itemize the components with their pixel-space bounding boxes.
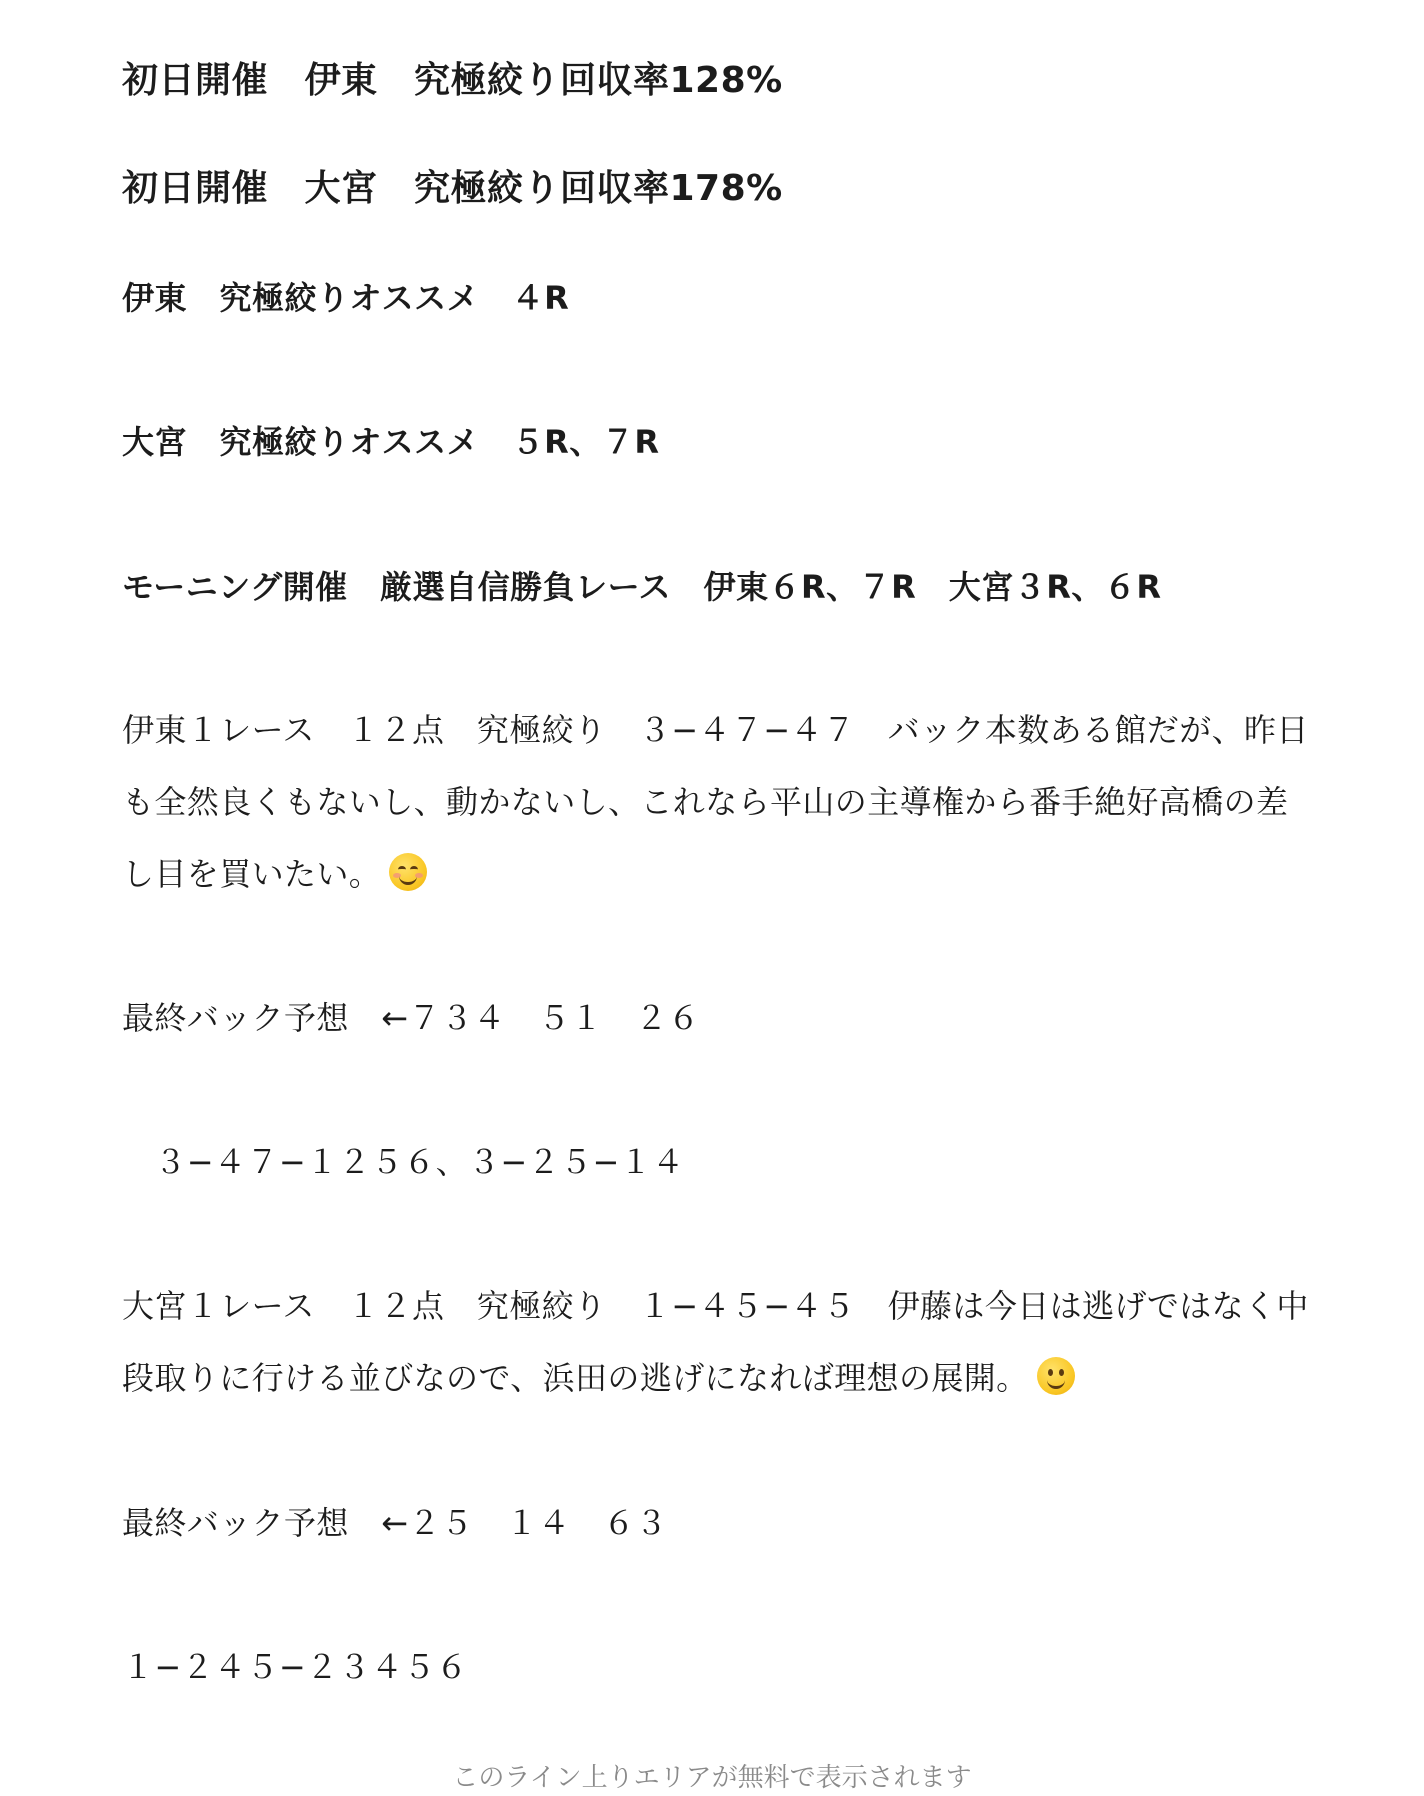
heading-ito-recovery: 初日開催 伊東 究極絞り回収率128%: [122, 60, 783, 101]
heading-omiya-recommend: 大宮 究極絞りオススメ ５R、７R: [122, 423, 660, 461]
heading-morning-races: モーニング開催 厳選自信勝負レース 伊東６R、７R 大宮３R、６R: [122, 568, 1162, 606]
race-ito-1-line2: も全然良くもないし、動かないし、これなら平山の主導権から番手絶好高橋の差: [122, 783, 1289, 821]
race-ito-1-line1: 伊東１レース １２点 究極絞り ３−４７−４７ バック本数ある館だが、昨日: [122, 711, 1309, 749]
race-ito-1-line3: [122, 838, 1309, 910]
race-omiya-1-line2: [122, 1342, 1309, 1414]
race-omiya-1: [122, 1270, 1309, 1414]
heading-omiya-recovery: 初日開催 大宮 究極絞り回収率178%: [122, 168, 783, 209]
heading-ito-recommend: 伊東 究極絞りオススメ ４R: [122, 279, 570, 317]
smiling-face-emoji-icon: [389, 853, 427, 891]
race-ito-1-forecast: 最終バック予想 ←７３４ ５１ ２６: [122, 999, 701, 1037]
slightly-smiling-face-emoji-icon: [1037, 1357, 1075, 1395]
free-area-notice: このライン上りエリアが無料で表示されます: [452, 1763, 972, 1793]
race-ito-1: [122, 694, 1309, 910]
race-ito-1-bets: ３−４７−１２５６、３−２５−１４: [122, 1143, 685, 1181]
race-omiya-1-line2-text: 段取りに行ける並びなので、浜田の逃げになれば理想の展開。: [122, 1359, 1029, 1397]
race-omiya-1-forecast: 最終バック予想 ←２５ １４ ６３: [122, 1504, 668, 1542]
race-omiya-1-bets: １−２４５−２３４５６: [122, 1648, 469, 1686]
race-omiya-1-line1: 大宮１レース １２点 究極絞り １−４５−４５ 伊藤は今日は逃げではなく中: [122, 1287, 1309, 1325]
race-ito-1-line3-text: し目を買いたい。: [122, 855, 382, 893]
